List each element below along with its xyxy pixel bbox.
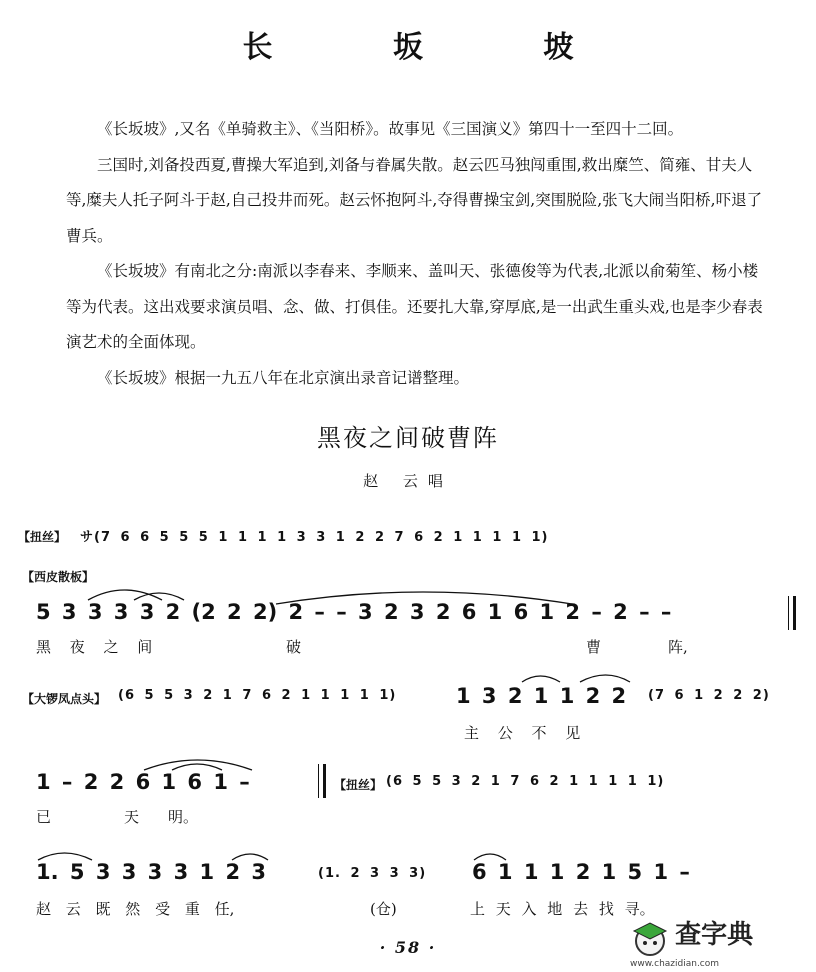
lyrics-line: 赵 云 既 然 受 重 任, bbox=[36, 900, 235, 918]
double-barline bbox=[318, 764, 326, 798]
notation-line-2: 5 3 3 3 3 2 (2 2 2) 2 – – 3 2 3 2 6 1 6 1 2 – 2 – – bbox=[36, 600, 672, 624]
lyrics-line: 天 bbox=[124, 808, 140, 826]
singer-credit: 赵 云唱 bbox=[363, 472, 453, 490]
intro-paragraph: 《长坂坡》,又名《单骑救主》、《当阳桥》。故事见《三国演义》第四十一至四十二回。 bbox=[97, 120, 684, 138]
lyrics-line: 主 公 不 见 bbox=[464, 724, 581, 742]
scholar-icon bbox=[630, 919, 670, 959]
lyrics-line: 阵, bbox=[668, 638, 688, 656]
notation-line-5-tail: 6 1 1 1 2 1 5 1 – bbox=[472, 860, 690, 884]
lyrics-line: 明。 bbox=[168, 808, 199, 826]
intro-paragraph: 《长坂坡》根据一九五八年在北京演出录音记谱整理。 bbox=[97, 368, 470, 387]
notation-line-1: サ(7 6 6 5 5 5 1 1 1 1 3 3 1 2 2 7 6 2 1 1 1 1 1) bbox=[80, 530, 549, 545]
lyrics-line: 已 bbox=[36, 808, 52, 826]
tune-label: 【扭丝】 bbox=[334, 778, 383, 792]
lyrics-line: 破 bbox=[286, 638, 302, 656]
page-number: · 58 · bbox=[379, 938, 437, 957]
slur-marks bbox=[36, 846, 316, 866]
slur-marks bbox=[84, 586, 204, 606]
notation-line-3-melody: 1 3 2 1 1 2 2 bbox=[456, 684, 627, 708]
notation-line-3-tail: (7 6 1 2 2 2) bbox=[648, 688, 770, 703]
page-title: 长 坂 坡 bbox=[242, 30, 629, 65]
notation-line-4-tail: (6 5 5 3 2 1 7 6 2 1 1 1 1 1) bbox=[386, 774, 665, 789]
double-barline bbox=[788, 596, 796, 630]
song-title: 黑夜之间破曹阵 bbox=[317, 424, 499, 452]
slur-marks bbox=[142, 756, 262, 776]
notation-line-5: 1. 5 3 3 3 3 1 2 3 bbox=[36, 860, 266, 884]
tune-label: 【西皮散板】 bbox=[22, 570, 95, 584]
tune-label: 【大锣凤点头】 bbox=[22, 692, 107, 706]
watermark bbox=[630, 914, 753, 969]
lyrics-line: (仓) bbox=[370, 900, 397, 918]
intro-text bbox=[66, 112, 766, 396]
slur-marks bbox=[472, 846, 512, 866]
lyrics-line: 黑 夜 之 间 bbox=[36, 638, 153, 656]
lyrics-line: 曹 bbox=[586, 638, 602, 656]
notation-line-5-mid: (1. 2 3 3 3) bbox=[318, 866, 427, 881]
watermark-url: www.chazidian.com bbox=[630, 958, 720, 969]
slur-marks bbox=[520, 668, 640, 688]
intro-paragraph: 三国时,刘备投西夏,曹操大军追到,刘备与眷属失散。赵云匹马独闯重围,救出糜竺、简雍、甘夫人等,糜夫人托子阿斗于赵,自己投井而死。赵云怀抱阿斗,夺得曹操宝剑,突围脱险,张飞大闹当阳桥,吓退了曹兵。 bbox=[66, 155, 763, 245]
notation-line-4: 1 – 2 2 6 1 6 1 – bbox=[36, 770, 250, 794]
watermark-text: 查字典 bbox=[675, 920, 754, 950]
tune-label: 【扭丝】 bbox=[18, 530, 67, 544]
notation-line-3: (6 5 5 3 2 1 7 6 2 1 1 1 1 1) bbox=[118, 688, 397, 703]
tie-mark bbox=[272, 588, 582, 608]
intro-paragraph: 《长坂坡》有南北之分:南派以李春来、李顺来、盖叫天、张德俊等为代表,北派以俞菊笙、杨小楼等为代表。这出戏要求演员唱、念、做、打俱佳。还要扎大靠,穿厚底,是一出武生重头戏,也是李少春表演艺术的全面体现。 bbox=[66, 262, 763, 351]
lyrics-line: 上 天 入 地 去 找 寻。 bbox=[470, 900, 655, 918]
